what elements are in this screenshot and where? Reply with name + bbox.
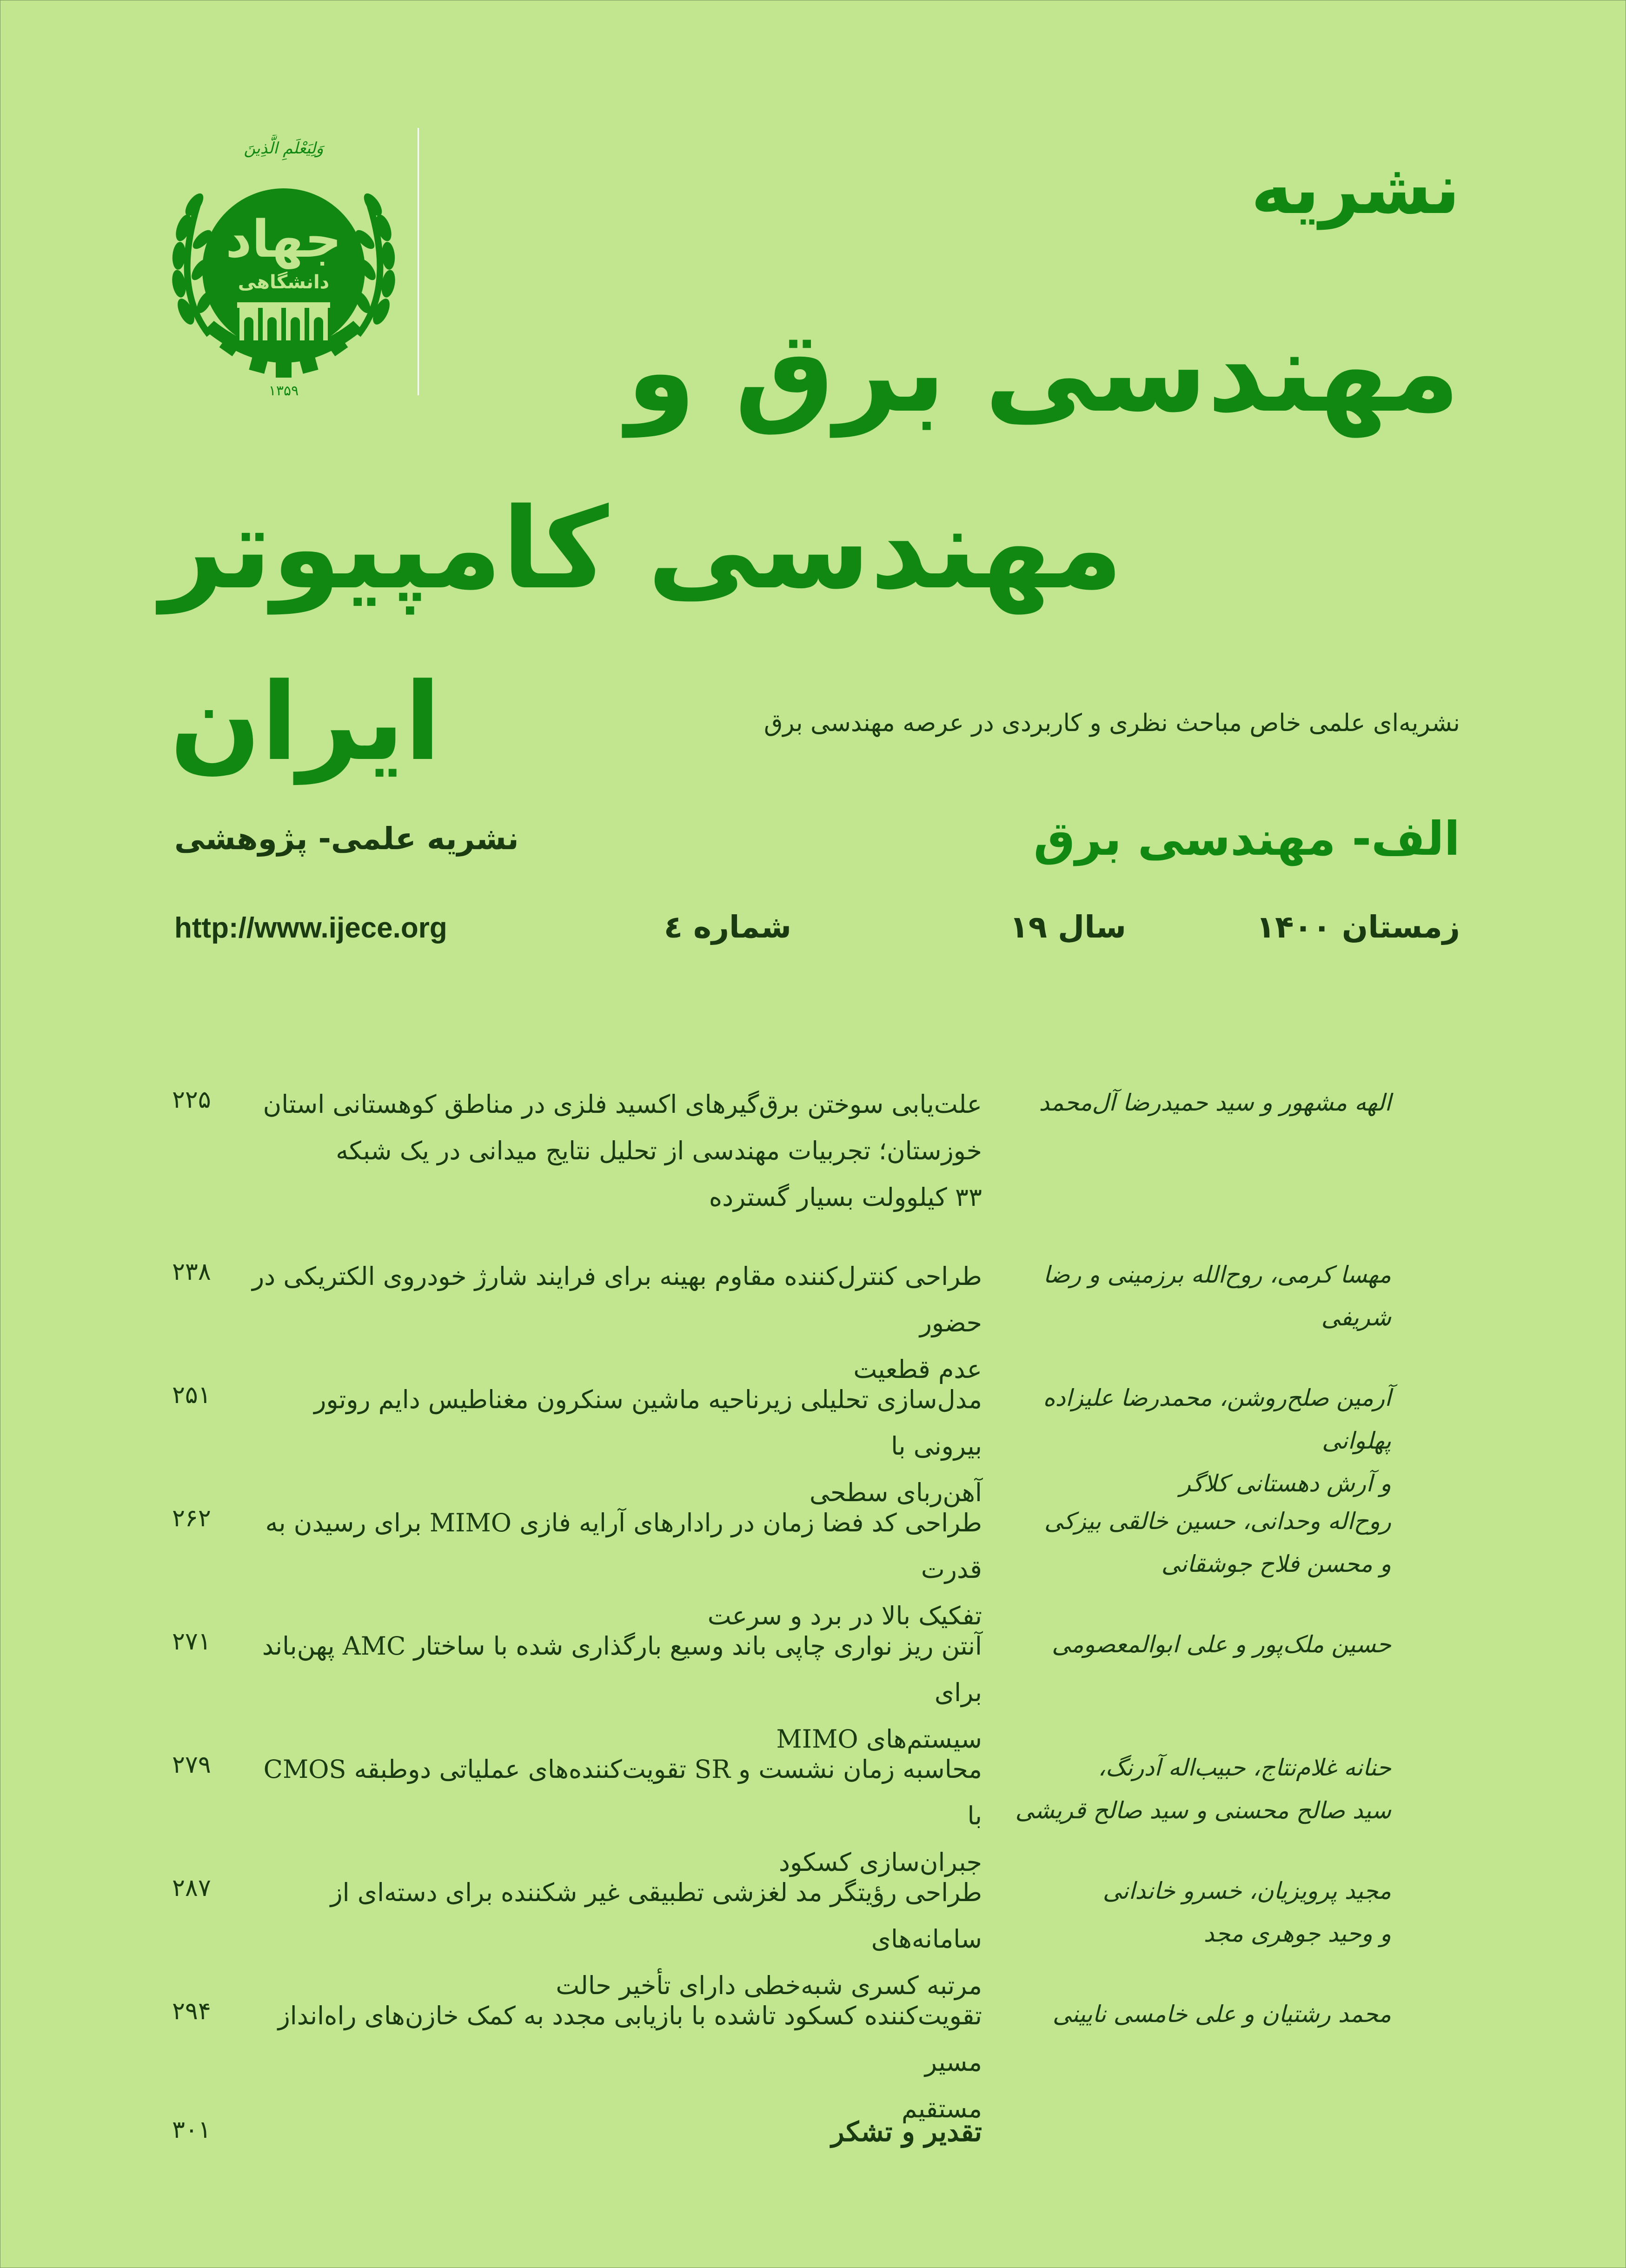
toc-page: ۲۸۷ (172, 1874, 211, 1902)
issue-season: زمستان ۱۴۰۰ (1256, 909, 1460, 945)
toc-title: علت‌یابی سوختن برق‌گیرهای اکسید فلزی در مناطق کوهستانی استان خوزستان؛ تجربیات مهندسی از تحلیل نتایج میدانی در یک شبکه ۳۳ کیلوولت بسیار گسترده (263, 1090, 982, 1212)
journal-url[interactable]: http://www.ijece.org (174, 912, 447, 944)
issue-number: شماره ٤ (664, 909, 791, 945)
toc-title: مدل‌سازی تحلیلی زیرناحیه ماشین سنکرون مغناطیس دایم روتور بیرونی با آهن‌ربای سطحی (314, 1385, 982, 1507)
toc-title: طراحی رؤیتگر مد لغزشی تطبیقی غیر شکننده برای دسته‌ای از سامانه‌های مرتبه کسری شبه‌خطی دارای تأخیر حالت (330, 1878, 982, 2000)
journal-title-line1: مهندسی برق و (626, 307, 1460, 437)
journal-type: نشریه علمی- پژوهشی (174, 821, 519, 857)
toc-title: طراحی کد فضا زمان در رادارهای آرایه فازی MIMO برای رسیدن به قدرت تفکیک بالا در برد و سرعت (265, 1508, 982, 1630)
logo-motto: وَلِيَعْلَمِ الَّذِينَ (244, 139, 324, 158)
toc-authors: مهسا کرمی، روح‌الله برزمینی و رضا شریفی (1043, 1261, 1391, 1331)
toc-authors: آرمین صلح‌روشن، محمدرضا علیزاده پهلوانی و آرش دهستانی کلاگر (1043, 1384, 1391, 1497)
toc-authors: الهه مشهور و سید حمیدرضا آل‌محمد (1039, 1089, 1391, 1116)
logo-name: جهاد (226, 209, 342, 269)
toc-authors: محمد رشتیان و علی خامسی نایینی (1052, 2001, 1391, 2028)
toc-title: محاسبه زمان نشست و SR تقویت‌کننده‌های عملیاتی دوطبقه CMOS با جبران‌سازی کسکود (263, 1755, 982, 1877)
section-name: الف- مهندسی برق (1033, 811, 1460, 866)
acknowledgement-page: ۳۰۱ (172, 2116, 211, 2144)
toc-authors: حسین ملک‌پور و علی ابوالمعصومی (1052, 1631, 1391, 1658)
acknowledgement-title[interactable]: تقدیر و تشکر (831, 2116, 982, 2148)
jahad-daneshgahi-logo (153, 135, 414, 409)
journal-subtitle: نشریه‌ای علمی خاص مباحث نظری و کاربردی در عرصه مهندسی برق (763, 709, 1460, 737)
journal-title-line2: مهندسی کامپیوتر (160, 484, 1123, 614)
toc-title: آنتن ریز نواری چاپی باند وسیع بارگذاری شده با ساختار AMC پهن‌باند برای سیستم‌های MIMO (262, 1631, 982, 1754)
toc-authors: مجید پرویزیان، خسرو خاندانی و وحید جوهری مجد (1102, 1877, 1391, 1947)
logo-year: ۱۳۵۹ (268, 383, 299, 399)
toc-authors: حنانه غلام‌نتاج، حبیب‌اله آدرنگ، سید صالح محسنی و سید صالح قریشی (1015, 1754, 1391, 1824)
logo-sub: دانشگاهی (238, 272, 330, 293)
toc-authors: روح‌اله وحدانی، حسین خالقی بیزکی و محسن فلاح جوشقانی (1044, 1508, 1391, 1577)
journal-title-line3: ایران (170, 660, 441, 785)
toc-page: ۲۲۵ (172, 1086, 211, 1114)
toc-title: طراحی کنترل‌کننده مقاوم بهینه برای فرایند شارژ خودروی الکتریکی در حضور عدم قطعیت (252, 1262, 982, 1384)
toc-page: ۲۷۱ (172, 1628, 211, 1656)
journal-label: نشریه (1251, 149, 1460, 230)
toc-page: ۲۵۱ (172, 1381, 211, 1409)
toc-page: ۲۹۴ (172, 1997, 211, 2025)
divider-line (418, 128, 419, 395)
issue-year: سال ۱۹ (1009, 909, 1126, 945)
toc-page: ۲۷۹ (172, 1751, 211, 1779)
toc-page: ۲۶۲ (172, 1504, 211, 1532)
toc-page: ۲۳۸ (172, 1258, 211, 1286)
toc-title: تقویت‌کننده کسکود تاشده با بازیابی مجدد به کمک خازن‌های راه‌انداز مسیر مستقیم (278, 2001, 982, 2123)
